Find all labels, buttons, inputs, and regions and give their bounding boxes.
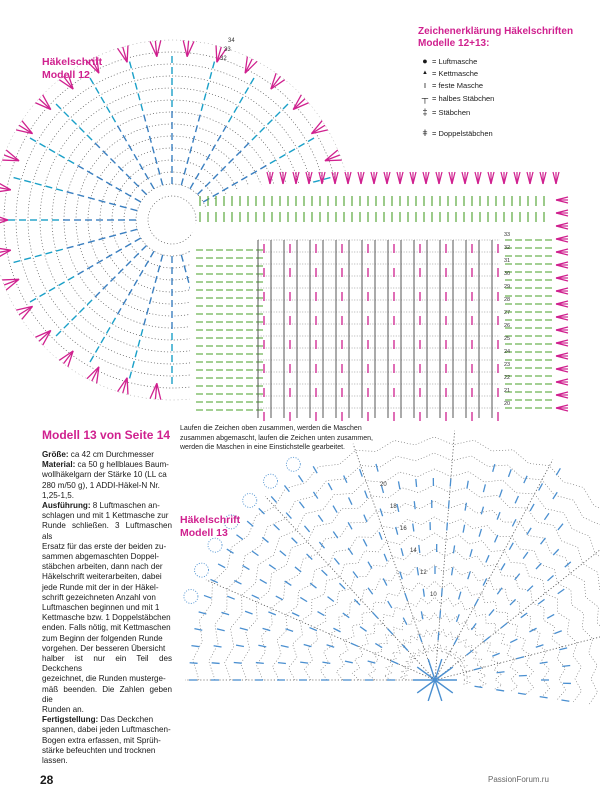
stitch-mark bbox=[510, 599, 516, 605]
row-number: 23 bbox=[504, 362, 511, 368]
chain-round bbox=[209, 453, 600, 714]
outer-scallop bbox=[264, 474, 278, 488]
stitch-mark bbox=[236, 645, 244, 646]
stitch-mark bbox=[527, 586, 533, 592]
instruction-line: Material: ca 50 g hellblaues Baum- bbox=[42, 460, 169, 470]
instruction-label: Material: bbox=[42, 460, 76, 470]
stitch-mark bbox=[405, 593, 408, 601]
round-number: 10 bbox=[430, 592, 437, 598]
instruction-line: halber ist nur ein Teil des Deckchens bbox=[42, 654, 172, 674]
stitch-mark bbox=[234, 580, 241, 584]
row-number: 33 bbox=[504, 232, 511, 238]
stitch-mark bbox=[354, 599, 360, 605]
stitch-mark bbox=[529, 628, 536, 632]
stitch-mark bbox=[218, 564, 225, 568]
stitch-mark bbox=[500, 489, 503, 497]
instruction-line: Luftmaschen beginnen und mit 1 bbox=[42, 603, 160, 613]
legend-label: = halbes Stäbchen bbox=[432, 93, 495, 103]
stitch-mark bbox=[518, 693, 526, 694]
stitch-mark bbox=[339, 583, 345, 589]
instruction-line: 1,25-1,5. bbox=[42, 490, 74, 500]
instruction-line: Bogen extra erfassen, mit Sprüh- bbox=[42, 735, 161, 745]
stitch-mark bbox=[497, 588, 502, 594]
stitch-mark bbox=[540, 697, 548, 698]
stitch-mark bbox=[453, 545, 454, 553]
stitch-mark bbox=[470, 549, 472, 557]
stitch-mark bbox=[414, 501, 415, 509]
spoke bbox=[265, 496, 435, 680]
stitch-mark bbox=[217, 629, 225, 631]
watermark: PassionForum.ru bbox=[488, 775, 549, 784]
chain-stitch-icon: ● bbox=[422, 56, 428, 66]
legend-label: = Kettmasche bbox=[432, 68, 479, 78]
stitch-mark bbox=[269, 565, 276, 570]
stitch-mark bbox=[214, 646, 222, 647]
legend-item-single bbox=[418, 78, 483, 92]
stitch-mark bbox=[479, 529, 481, 537]
stitch-mark bbox=[497, 512, 500, 519]
legend-item-treble bbox=[418, 126, 493, 140]
instruction-line: enden. Falls nötig, mit Kettmaschen bbox=[42, 623, 171, 633]
stitch-mark bbox=[263, 628, 271, 630]
stitch-mark bbox=[558, 524, 563, 530]
row-number: 30 bbox=[504, 271, 511, 277]
round-number: 12 bbox=[420, 570, 427, 576]
stitch-mark bbox=[536, 645, 544, 647]
instruction-line: Häkelschrift weiterarbeiten, dabei bbox=[42, 572, 162, 582]
instruction-line: Ausführung: 8 Luftmaschen an- bbox=[42, 501, 160, 511]
instruction-line: schrift gezeichneten Anzahl von bbox=[42, 592, 156, 602]
stitch-mark bbox=[466, 650, 472, 655]
stitch-mark bbox=[284, 485, 289, 491]
treble-crochet-icon: ǂ bbox=[422, 128, 428, 138]
stitch-mark bbox=[509, 543, 513, 550]
outer-scallop bbox=[195, 563, 209, 577]
stitch-mark bbox=[328, 483, 332, 490]
stitch-mark bbox=[416, 479, 417, 487]
round-number: 33 bbox=[224, 47, 231, 53]
stitch-mark bbox=[295, 567, 301, 572]
instruction-line: Größe: ca 42 cm Durchmesser bbox=[42, 450, 154, 459]
stitch-mark bbox=[512, 519, 516, 526]
stitch-mark bbox=[292, 613, 299, 616]
stitch-mark bbox=[348, 548, 352, 555]
stitch-mark bbox=[286, 629, 294, 632]
stitch-mark bbox=[351, 643, 358, 646]
stitch-mark bbox=[304, 526, 309, 532]
stitch-mark bbox=[274, 525, 280, 531]
stitch-mark bbox=[252, 595, 259, 598]
stitch-mark bbox=[373, 612, 378, 618]
chain-round bbox=[320, 565, 549, 697]
stitch-mark bbox=[334, 558, 339, 564]
stitch-mark bbox=[387, 629, 392, 635]
spoke bbox=[206, 580, 435, 680]
row-number: 22 bbox=[504, 375, 511, 381]
stitch-mark bbox=[553, 549, 558, 555]
stitch-mark bbox=[495, 535, 498, 542]
stitch-mark bbox=[541, 538, 546, 544]
stitch-mark bbox=[299, 475, 303, 482]
stitch-mark bbox=[515, 574, 520, 580]
chart-12-title-line2: Modell 12 bbox=[42, 69, 90, 81]
instruction-line: schlagen und mit 1 Kettmasche zur bbox=[42, 511, 169, 521]
instruction-line: sammen abgemaschten Doppel- bbox=[42, 552, 159, 562]
instruction-line: wollhäkelgarn der Stärke 10 (LL ca bbox=[42, 470, 167, 480]
instruction-line: Runden an. bbox=[42, 705, 84, 715]
stitch-mark bbox=[271, 496, 276, 502]
stitch-mark bbox=[391, 661, 398, 664]
stitch-mark bbox=[376, 464, 378, 472]
stitch-mark bbox=[401, 548, 403, 556]
stitch-mark bbox=[262, 537, 268, 542]
round-number: 32 bbox=[220, 56, 227, 62]
model-13-heading: Modell 13 von Seite 14 bbox=[42, 428, 171, 442]
chain-round bbox=[257, 501, 600, 707]
stitch-mark bbox=[368, 562, 372, 569]
stitch-mark bbox=[396, 527, 398, 535]
stitch-mark bbox=[333, 506, 337, 513]
instruction-line: Runde schließen. 3 Luftmaschen als bbox=[42, 521, 172, 541]
stitch-mark bbox=[562, 666, 570, 667]
legend-title-line1: Zeichenerklärung Häkelschriften bbox=[418, 26, 574, 37]
instruction-line: spannen, dabei jeden Luftmaschen- bbox=[42, 725, 171, 735]
stitch-mark bbox=[383, 578, 387, 585]
stitch-mark bbox=[454, 638, 458, 645]
stitch-mark bbox=[194, 629, 202, 631]
stitch-mark bbox=[260, 579, 267, 583]
stitch-mark bbox=[459, 592, 461, 600]
row-number: 20 bbox=[504, 401, 511, 407]
instruction-line: gezeichnet, die Runden musterge- bbox=[42, 674, 166, 684]
chain-round bbox=[193, 437, 600, 717]
stitch-mark bbox=[268, 612, 275, 615]
stitch-mark bbox=[319, 542, 324, 548]
stitch-mark bbox=[496, 690, 504, 691]
stitch-mark bbox=[465, 503, 466, 511]
row-number: 21 bbox=[504, 388, 511, 394]
stitch-mark bbox=[501, 623, 507, 628]
stitch-mark bbox=[234, 662, 242, 663]
stitch-mark bbox=[475, 599, 479, 606]
page-number: 28 bbox=[40, 773, 54, 787]
instruction-line: 280 m/50 g), 1 ADDI-Häkel-N Nr. bbox=[42, 480, 160, 490]
chart-12-title-line1: Häkelschrift bbox=[42, 56, 103, 68]
stitch-mark bbox=[343, 613, 349, 618]
stitch-note bbox=[180, 424, 420, 453]
stitch-mark bbox=[417, 567, 418, 575]
legend-title bbox=[418, 26, 573, 50]
stitch-mark bbox=[558, 589, 565, 594]
stitch-mark bbox=[380, 509, 382, 517]
stitch-mark bbox=[322, 570, 328, 576]
stitch-mark bbox=[360, 469, 363, 477]
stitch-mark bbox=[292, 538, 298, 544]
instruction-line: stäbchen arbeiten, dann nach der bbox=[42, 562, 163, 572]
stitch-mark bbox=[508, 469, 511, 477]
row-number: 27 bbox=[504, 310, 511, 316]
stitch-mark bbox=[463, 525, 464, 533]
stitch-mark bbox=[548, 576, 554, 581]
stitch-mark bbox=[527, 528, 531, 535]
round-number: 18 bbox=[390, 504, 397, 510]
stitch-mark bbox=[307, 554, 313, 560]
stitch-mark bbox=[438, 632, 439, 640]
row-number: 24 bbox=[504, 349, 511, 355]
model-13-instructions bbox=[42, 450, 172, 766]
chart-13-title-line1: Häkelschrift bbox=[180, 514, 241, 526]
row-number: 29 bbox=[504, 284, 511, 290]
instruction-line: lassen. bbox=[42, 756, 68, 766]
stitch-mark bbox=[497, 672, 505, 673]
stitch-mark bbox=[524, 476, 527, 483]
stitch-mark bbox=[278, 663, 286, 664]
stitch-mark bbox=[310, 583, 316, 588]
stitch-mark bbox=[285, 581, 292, 585]
double-crochet-icon: ‡ bbox=[422, 107, 428, 117]
stitch-mark bbox=[402, 645, 407, 651]
row-number: 32 bbox=[504, 245, 511, 251]
spoke bbox=[435, 525, 600, 680]
stitch-mark bbox=[240, 628, 248, 630]
instruction-line: zum Beginn der folgenden Runde bbox=[42, 633, 163, 643]
outer-scallop bbox=[184, 589, 198, 603]
stitch-mark bbox=[322, 662, 330, 663]
legend-title-line2: Modelle 12+13: bbox=[418, 38, 490, 49]
stitch-mark bbox=[212, 663, 220, 664]
stitch-mark bbox=[423, 589, 424, 597]
note-line1: Laufen die Zeichen oben zusammen, werden die Maschen bbox=[180, 425, 362, 432]
legend-label: = Doppelstäbchen bbox=[432, 128, 493, 138]
stitch-mark bbox=[530, 504, 534, 511]
instruction-line: Fertigstellung: Das Deckchen bbox=[42, 715, 154, 725]
stitch-mark bbox=[442, 588, 443, 596]
stitch-mark bbox=[501, 563, 505, 570]
stitch-mark bbox=[544, 513, 549, 520]
stitch-mark bbox=[286, 513, 291, 519]
chart-13-title bbox=[180, 514, 240, 540]
chain-round bbox=[241, 485, 600, 709]
stitch-mark bbox=[419, 635, 422, 643]
chart-12-title bbox=[42, 56, 102, 82]
stitch-mark bbox=[190, 663, 198, 664]
stitch-mark bbox=[474, 668, 482, 670]
legend-item-half-double bbox=[418, 91, 494, 105]
stitch-mark bbox=[556, 468, 560, 475]
stitch-mark bbox=[360, 627, 367, 632]
stitch-mark bbox=[419, 545, 420, 553]
outer-scallop bbox=[243, 493, 257, 507]
stitch-mark bbox=[547, 614, 554, 618]
doily-13 bbox=[184, 431, 600, 717]
instruction-label: Größe: bbox=[42, 450, 69, 459]
instruction-label: Ausführung: bbox=[42, 501, 91, 511]
stitch-mark bbox=[363, 539, 367, 546]
stitch-mark bbox=[252, 551, 259, 556]
stitch-mark bbox=[467, 481, 468, 489]
legend-list bbox=[418, 54, 588, 144]
chain-round bbox=[225, 469, 600, 712]
row-number: 28 bbox=[504, 297, 511, 303]
stitch-mark bbox=[484, 637, 490, 642]
stitch-mark bbox=[561, 700, 569, 701]
stitch-mark bbox=[486, 555, 489, 562]
stitch-mark bbox=[300, 662, 308, 663]
stitch-mark bbox=[256, 663, 264, 664]
stitch-mark bbox=[247, 521, 253, 526]
stitch-mark bbox=[227, 596, 234, 599]
stitch-mark bbox=[540, 662, 548, 663]
note-line2: zusammen abgemascht, laufen die Zeichen unten zusammen, bbox=[180, 434, 373, 442]
stitch-mark bbox=[345, 661, 353, 663]
stitch-mark bbox=[375, 643, 382, 647]
stitch-mark bbox=[300, 597, 307, 601]
instruction-line: Ersatz für das erste der beiden zu- bbox=[42, 541, 167, 551]
legend-label: = Stäbchen bbox=[432, 107, 471, 117]
round-number: 34 bbox=[228, 38, 235, 44]
stitch-mark bbox=[536, 563, 541, 569]
stitch-mark bbox=[481, 507, 483, 515]
stitch-mark bbox=[191, 646, 199, 647]
outer-scallop bbox=[286, 457, 300, 471]
stitch-mark bbox=[448, 501, 449, 509]
stitch-mark bbox=[398, 481, 399, 489]
instruction-line: vorgehen. Der besseren Übersicht bbox=[42, 643, 166, 653]
round-number: 14 bbox=[410, 548, 417, 554]
stitch-mark bbox=[353, 571, 358, 577]
stitch-mark bbox=[365, 491, 368, 498]
stitch-mark bbox=[456, 614, 459, 622]
stitch-mark bbox=[245, 611, 253, 614]
stitch-mark bbox=[489, 609, 494, 615]
stitch-mark bbox=[281, 646, 289, 648]
stitch-mark bbox=[318, 612, 325, 616]
stitch-mark bbox=[243, 565, 250, 569]
spoke bbox=[435, 431, 455, 680]
stitch-mark bbox=[364, 515, 367, 522]
stitch-mark bbox=[221, 612, 229, 614]
stitch-mark bbox=[515, 496, 518, 503]
stitch-mark bbox=[483, 484, 485, 492]
chart-13-title-line2: Modell 13 bbox=[180, 527, 228, 539]
stitch-mark bbox=[403, 618, 407, 625]
row-number: 31 bbox=[504, 258, 511, 264]
row-number: 25 bbox=[504, 336, 511, 342]
stitch-mark bbox=[559, 648, 567, 650]
stitch-mark bbox=[259, 508, 265, 514]
instruction-line: stärke befeuchten und trocknen bbox=[42, 745, 156, 755]
stitch-mark bbox=[384, 554, 387, 561]
stitch-mark bbox=[204, 595, 212, 598]
legend-label: = feste Masche bbox=[432, 80, 484, 90]
stitch-mark bbox=[327, 645, 335, 647]
stitch-mark bbox=[565, 562, 571, 567]
single-crochet-icon: ı bbox=[423, 80, 427, 90]
instruction-line: jede Runde mit der in der Häkel- bbox=[42, 582, 159, 592]
row-number: 26 bbox=[504, 323, 511, 329]
stitch-mark bbox=[471, 623, 476, 629]
stitch-mark bbox=[299, 502, 304, 508]
stitch-mark bbox=[318, 515, 323, 522]
note-line3: werden die Maschen in eine Einstichstelle gearbeitet. bbox=[180, 444, 345, 451]
stitch-mark bbox=[450, 479, 451, 487]
round-number: 20 bbox=[380, 482, 387, 488]
half-double-crochet-icon: ┬ bbox=[421, 93, 429, 103]
slip-stitch-icon: ▲ bbox=[422, 70, 428, 76]
stitch-mark bbox=[310, 628, 317, 631]
stitch-mark bbox=[304, 645, 312, 647]
stitch-mark bbox=[523, 552, 528, 558]
stitch-mark bbox=[475, 686, 483, 687]
stitch-mark bbox=[258, 645, 266, 647]
stitch-mark bbox=[538, 599, 544, 604]
outer-scallop bbox=[208, 538, 222, 552]
stitch-mark bbox=[368, 588, 373, 594]
stitch-mark bbox=[554, 631, 561, 634]
stitch-mark bbox=[388, 601, 392, 608]
stitch-mark bbox=[276, 596, 283, 600]
legend-label: = Luftmasche bbox=[432, 56, 478, 66]
stitch-mark bbox=[349, 497, 352, 504]
stitch-mark bbox=[379, 532, 382, 539]
stitch-mark bbox=[348, 522, 352, 529]
stitch-mark bbox=[397, 504, 399, 512]
stitch-mark bbox=[483, 578, 487, 585]
stitch-mark bbox=[452, 567, 453, 575]
stitch-mark bbox=[510, 639, 517, 643]
stitch-mark bbox=[447, 522, 448, 530]
stitch-mark bbox=[553, 492, 557, 499]
round-number: 16 bbox=[400, 526, 407, 532]
stitch-mark bbox=[492, 653, 499, 656]
stitch-mark bbox=[413, 524, 414, 532]
stitch-mark bbox=[516, 657, 524, 659]
instruction-line: mäß beenden. Die Zahlen geben die bbox=[42, 684, 172, 704]
instruction-label: Fertigstellung: bbox=[42, 715, 99, 725]
stitch-mark bbox=[280, 551, 286, 556]
legend-item-double bbox=[418, 105, 470, 119]
stitch-mark bbox=[493, 464, 495, 472]
stitch-mark bbox=[440, 610, 441, 618]
chain-round bbox=[336, 581, 533, 694]
instruction-line: Kettmasche bzw. 1 Doppelstäbchen bbox=[42, 613, 171, 623]
stitch-mark bbox=[328, 597, 334, 602]
